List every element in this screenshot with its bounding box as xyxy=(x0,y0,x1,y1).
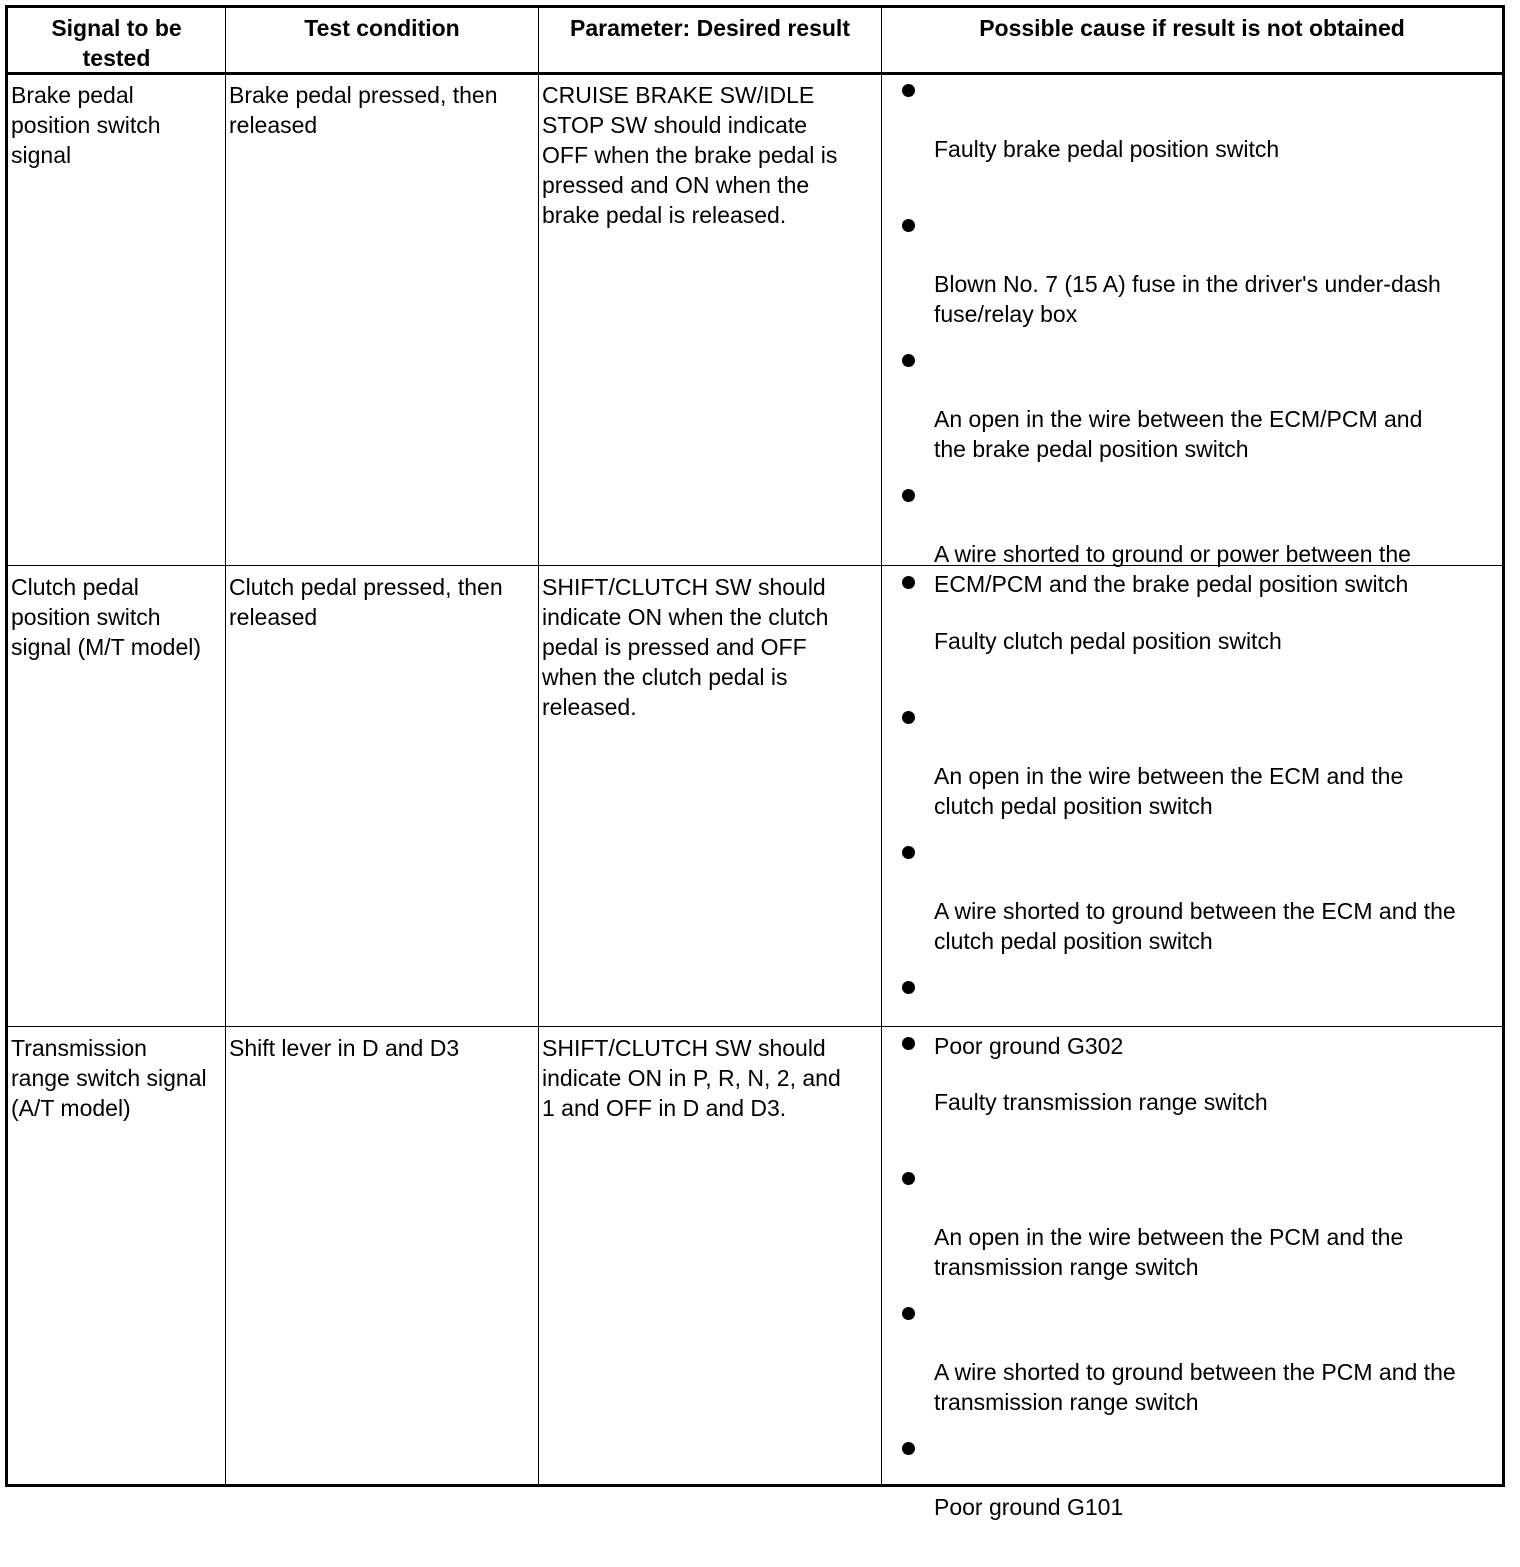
bullet-icon xyxy=(902,1037,915,1050)
bullet-icon xyxy=(902,1172,915,1185)
row2-causes xyxy=(882,566,1502,1106)
row1-causes xyxy=(882,74,1502,614)
bullet-icon xyxy=(902,1442,915,1455)
header-parameter: Parameter: Desired result xyxy=(570,15,850,41)
cause-item xyxy=(882,566,1502,701)
bullet-icon xyxy=(902,576,915,589)
bullet-icon xyxy=(902,489,915,502)
cause-item xyxy=(882,836,1502,971)
cause-text: Blown No. 7 (15 A) fuse in the driver's under-dash fuse/relay box xyxy=(934,271,1441,327)
bullet-icon xyxy=(902,354,915,367)
cause-text: Faulty clutch pedal position switch xyxy=(934,628,1282,654)
cause-item xyxy=(882,74,1502,209)
cause-text: Poor ground G101 xyxy=(934,1494,1124,1520)
cause-item xyxy=(882,1027,1502,1162)
row3-parameter: SHIFT/CLUTCH SW should indicate ON in P, R, N, 2, and 1 and OFF in D and D3. xyxy=(542,1035,841,1121)
header-test-condition: Test condition xyxy=(304,15,460,41)
cause-item xyxy=(882,209,1502,344)
column-divider xyxy=(225,8,226,1484)
cause-text: An open in the wire between the ECM and the clutch pedal position switch xyxy=(934,763,1404,819)
cause-text: Faulty brake pedal position switch xyxy=(934,136,1280,162)
row3-signal: Transmission range switch signal (A/T model) xyxy=(11,1035,207,1121)
cause-item xyxy=(882,1297,1502,1432)
row2-signal: Clutch pedal position switch signal (M/T model) xyxy=(11,574,202,660)
bullet-icon xyxy=(902,981,915,994)
header-signal: Signal to be tested xyxy=(51,15,182,71)
diagnostic-table xyxy=(5,5,1505,1520)
cause-text: A wire shorted to ground between the ECM and the clutch pedal position switch xyxy=(934,898,1456,954)
cause-item xyxy=(882,344,1502,479)
row2-parameter: SHIFT/CLUTCH SW should indicate ON when the clutch pedal is pressed and OFF when the clutch pedal is released. xyxy=(542,574,829,720)
row1-parameter: CRUISE BRAKE SW/IDLE STOP SW should indicate OFF when the brake pedal is pressed and ON when the brake pedal is released. xyxy=(542,82,838,228)
row1-signal: Brake pedal position switch signal xyxy=(11,82,161,168)
bullet-icon xyxy=(902,711,915,724)
cause-text: An open in the wire between the ECM/PCM and the brake pedal position switch xyxy=(934,406,1423,462)
cause-text: A wire shorted to ground or power between the ECM/PCM and the brake pedal position switch xyxy=(934,541,1411,597)
row3-condition: Shift lever in D and D3 xyxy=(229,1035,460,1061)
row2-condition: Clutch pedal pressed, then released xyxy=(229,574,503,630)
cause-item xyxy=(882,701,1502,836)
cause-text: Faulty transmission range switch xyxy=(934,1089,1268,1115)
bullet-icon xyxy=(902,846,915,859)
header-possible-cause: Possible cause if result is not obtained xyxy=(979,15,1405,41)
bullet-icon xyxy=(902,1307,915,1320)
cause-text: A wire shorted to ground between the PCM and the transmission range switch xyxy=(934,1359,1456,1415)
cause-item xyxy=(882,1432,1502,1567)
row3-causes xyxy=(882,1027,1502,1567)
cause-item xyxy=(882,1162,1502,1297)
cause-text: Poor ground G302 xyxy=(934,1033,1124,1059)
bullet-icon xyxy=(902,219,915,232)
cause-text: An open in the wire between the PCM and the transmission range switch xyxy=(934,1224,1404,1280)
row1-condition: Brake pedal pressed, then released xyxy=(229,82,498,138)
bullet-icon xyxy=(902,84,915,97)
